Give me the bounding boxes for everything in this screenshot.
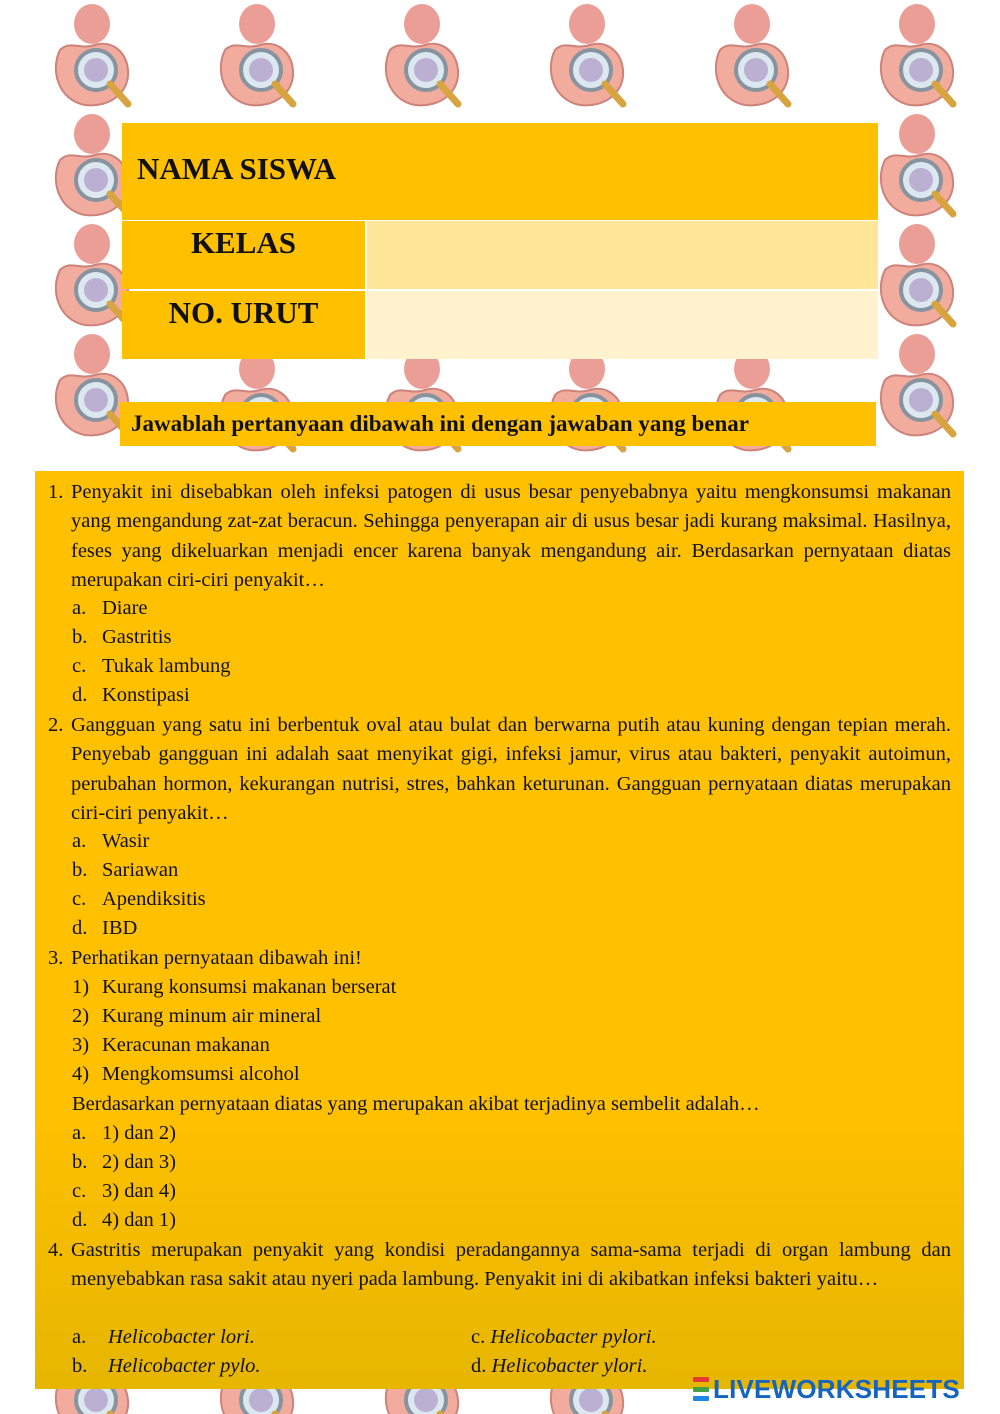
- option-text: Tukak lambung: [102, 655, 231, 677]
- option-text: Apendiksitis: [102, 888, 206, 910]
- statement-4: [72, 1060, 300, 1089]
- statement-1: [72, 973, 396, 1002]
- option-4c[interactable]: [471, 1323, 657, 1352]
- question-3-prompt: Berdasarkan pernyataan diatas yang merupakan akibat terjadinya sembelit adalah…: [72, 1093, 760, 1115]
- statement-number: 1): [72, 976, 90, 998]
- option-text: 2) dan 3): [102, 1151, 177, 1173]
- option-letter: b.: [72, 1151, 88, 1173]
- option-letter: a.: [72, 1122, 87, 1144]
- option-letter: a.: [72, 830, 87, 852]
- liveworksheets-logo-icon: [693, 1377, 709, 1401]
- option-1c[interactable]: [72, 652, 231, 681]
- option-text: Helicobacter lori.: [108, 1326, 255, 1348]
- option-letter: a.: [72, 1326, 87, 1348]
- option-text: 4) dan 1): [102, 1209, 177, 1231]
- option-letter: b.: [72, 626, 88, 648]
- option-3b[interactable]: [72, 1148, 176, 1177]
- option-letter: d.: [72, 684, 88, 706]
- number-label: NO. URUT: [168, 295, 319, 330]
- question-text: Perhatikan pernyataan dibawah ini!: [71, 947, 362, 969]
- option-letter: a.: [72, 597, 87, 619]
- number-row: [122, 291, 878, 359]
- question-2: [48, 711, 951, 828]
- option-text: Helicobacter pylo.: [108, 1355, 261, 1377]
- option-2c[interactable]: [72, 885, 206, 914]
- watermark-text: LIVEWORKSHEETS: [713, 1373, 960, 1404]
- question-text: Gangguan yang satu ini berbentuk oval atau bulat dan berwarna putih atau kuning dengan tepian merah. Penyebab gangguan ini adalah saat menyikat gigi, infeksi jamur, virus atau bakteri, penyakit autoimun, perubahan hormon, kekurangan nutrisi, stres, bahkan keturunan. Gangguan pernyataan diatas merupakan ciri-ciri penyakit…: [71, 714, 951, 824]
- option-letter: c.: [471, 1326, 486, 1348]
- statement-number: 2): [72, 1005, 90, 1027]
- option-letter: d.: [72, 917, 88, 939]
- option-3a[interactable]: [72, 1119, 176, 1148]
- option-2b[interactable]: [72, 856, 178, 885]
- option-2a[interactable]: [72, 827, 149, 856]
- statement-text: Kurang konsumsi makanan berserat: [102, 976, 397, 998]
- question-number: 2.: [48, 714, 64, 736]
- option-2d[interactable]: [72, 914, 137, 943]
- option-text: Gastritis: [102, 626, 172, 648]
- statement-text: Kurang minum air mineral: [102, 1005, 322, 1027]
- question-1: [48, 478, 951, 595]
- question-3: [48, 944, 951, 973]
- question-number: 3.: [48, 947, 64, 969]
- number-label-cell: [122, 291, 365, 359]
- option-1d[interactable]: [72, 681, 190, 710]
- statement-text: Mengkomsumsi alcohol: [102, 1063, 300, 1085]
- option-text: Diare: [102, 597, 148, 619]
- option-letter: b.: [72, 1355, 88, 1377]
- statement-number: 4): [72, 1063, 90, 1085]
- student-name-row: [122, 123, 878, 220]
- option-letter: c.: [72, 655, 87, 677]
- option-letter: b.: [72, 859, 88, 881]
- option-1b[interactable]: [72, 623, 171, 652]
- student-name-label: NAMA SISWA: [137, 151, 336, 186]
- question-text: Penyakit ini disebabkan oleh infeksi patogen di usus besar penyebabnya yaitu mengkonsumsi makanan yang mengandung zat-zat beracun. Sehingga penyerapan air di usus besar jadi kurang maksimal. Hasilnya, feses yang dikeluarkan menjadi encer karena banyak mengandung air. Berdasarkan pernyataan diatas merupakan ciri-ciri penyakit…: [71, 481, 951, 591]
- option-text: Sariawan: [102, 859, 179, 881]
- option-letter: c.: [72, 888, 87, 910]
- option-text: Konstipasi: [102, 684, 190, 706]
- option-3d[interactable]: [72, 1206, 176, 1235]
- liveworksheets-watermark: [693, 1373, 960, 1404]
- instruction-banner: Jawablah pertanyaan dibawah ini dengan jawaban yang benar: [120, 402, 876, 446]
- option-text: 3) dan 4): [102, 1180, 177, 1202]
- option-text: Wasir: [102, 830, 150, 852]
- student-info-table: [122, 123, 878, 359]
- option-1a[interactable]: [72, 594, 148, 623]
- option-text: 1) dan 2): [102, 1122, 177, 1144]
- option-4b[interactable]: [72, 1352, 261, 1381]
- class-label: KELAS: [190, 225, 297, 260]
- class-row: [122, 221, 878, 289]
- option-text: Helicobacter ylori.: [491, 1355, 648, 1377]
- option-4d[interactable]: [471, 1352, 647, 1381]
- option-letter: c.: [72, 1180, 87, 1202]
- statement-3: [72, 1031, 270, 1060]
- statement-2: [72, 1002, 321, 1031]
- number-input[interactable]: [367, 291, 878, 359]
- class-input[interactable]: [367, 221, 878, 289]
- question-text: Gastritis merupakan penyakit yang kondisi peradangannya sama-sama terjadi di organ lambung dan menyebabkan rasa sakit atau nyeri pada lambung. Penyakit ini di akibatkan infeksi bakteri yaitu…: [71, 1239, 951, 1291]
- statement-text: Keracunan makanan: [102, 1034, 270, 1056]
- option-letter: d.: [471, 1355, 487, 1377]
- option-text: IBD: [102, 917, 138, 939]
- class-label-cell: [122, 221, 365, 289]
- statement-number: 3): [72, 1034, 90, 1056]
- question-4: [48, 1236, 951, 1295]
- option-letter: d.: [72, 1209, 88, 1231]
- option-4a[interactable]: [72, 1323, 255, 1352]
- question-number: 1.: [48, 481, 64, 503]
- option-text: Helicobacter pylori.: [490, 1326, 657, 1348]
- option-3c[interactable]: [72, 1177, 176, 1206]
- question-number: 4.: [48, 1239, 64, 1261]
